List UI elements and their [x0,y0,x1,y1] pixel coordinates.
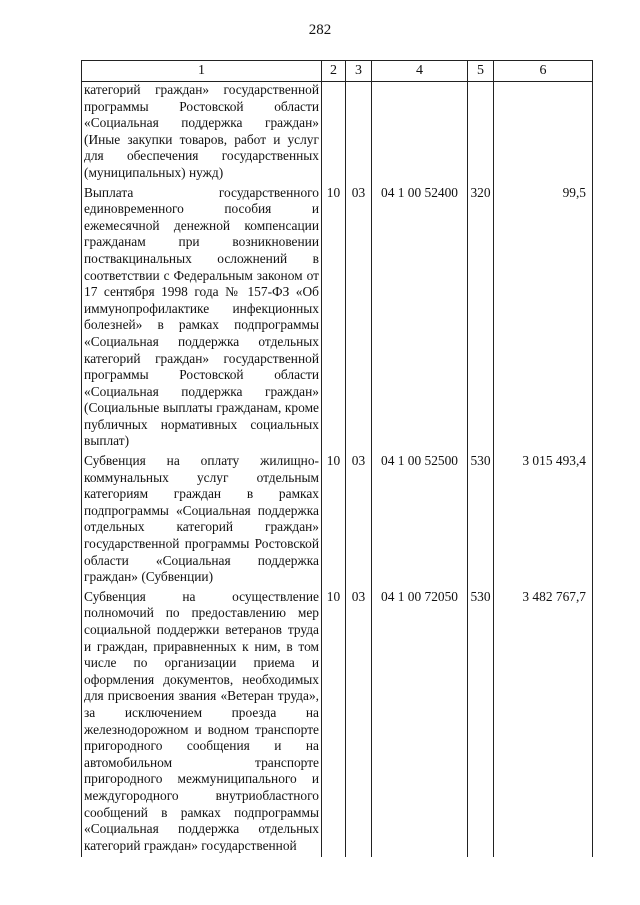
column-header: 1 [82,61,322,82]
table-row [82,589,593,858]
row-subsection [346,82,372,185]
row-description: Выплата государственного единовременного пособия и ежемесячной денежной компенсации гражданам при возникновении поствакцинальных осложнений в соответствии с Федеральным законом от 17 сентября 1998 года № 157-ФЗ «Об иммунопрофилактике инфекционных болезней» в рамках подпрограммы «Социальная поддержка отдельных категорий граждан» государственной программы Ростовской области «Социальная поддержка граждан» (Социальные выплаты гражданам, кроме публичных нормативных социальных выплат) [82,185,322,454]
row-section: 10 [322,589,346,858]
page-number: 282 [308,22,332,38]
table-row [82,185,593,454]
column-header: 5 [468,61,494,82]
row-target-article: 04 1 00 52400 [372,185,468,454]
row-section [322,82,346,185]
table-row [82,453,593,589]
column-header: 6 [494,61,593,82]
row-subsection: 03 [346,185,372,454]
row-subsection: 03 [346,453,372,589]
row-subsection: 03 [346,589,372,858]
row-expense-type: 320 [468,185,494,454]
table-header-row [82,61,593,82]
column-header: 4 [372,61,468,82]
row-expense-type: 530 [468,453,494,589]
row-description: категорий граждан» государственной программы Ростовской области «Социальная поддержка граждан» (Иные закупки товаров, работ и услуг для обеспечения государственных (муниципальных) нужд) [82,82,322,185]
table-row [82,82,593,185]
row-amount: 99,5 [494,185,593,454]
row-section: 10 [322,185,346,454]
row-target-article [372,82,468,185]
row-section: 10 [322,453,346,589]
row-amount [494,82,593,185]
row-expense-type [468,82,494,185]
row-expense-type: 530 [468,589,494,858]
row-description: Субвенция на осуществление полномочий по предоставлению мер социальной поддержки ветеранов труда и граждан, приравненных к ним, в том числе по организации приема и оформления документов, необходимых для присвоения звания «Ветеран труда», за исключением проезда на железнодорожном и водном транспорте пригородного сообщения и на автомобильном транспорте пригородного межмуниципального и междугородного внутриобластного сообщений в рамках подпрограммы «Социальная поддержка отдельных категорий граждан» государственной [82,589,322,858]
row-description: Субвенция на оплату жилищно-коммунальных услуг отдельным категориям граждан в рамках подпрограммы «Социальная поддержка отдельных категорий граждан» государственной программы Ростовской области «Социальная поддержка граждан» (Субвенции) [82,453,322,589]
column-header: 2 [322,61,346,82]
column-header: 3 [346,61,372,82]
row-target-article: 04 1 00 72050 [372,589,468,858]
row-amount: 3 015 493,4 [494,453,593,589]
budget-table [81,60,593,857]
row-target-article: 04 1 00 52500 [372,453,468,589]
row-amount: 3 482 767,7 [494,589,593,858]
